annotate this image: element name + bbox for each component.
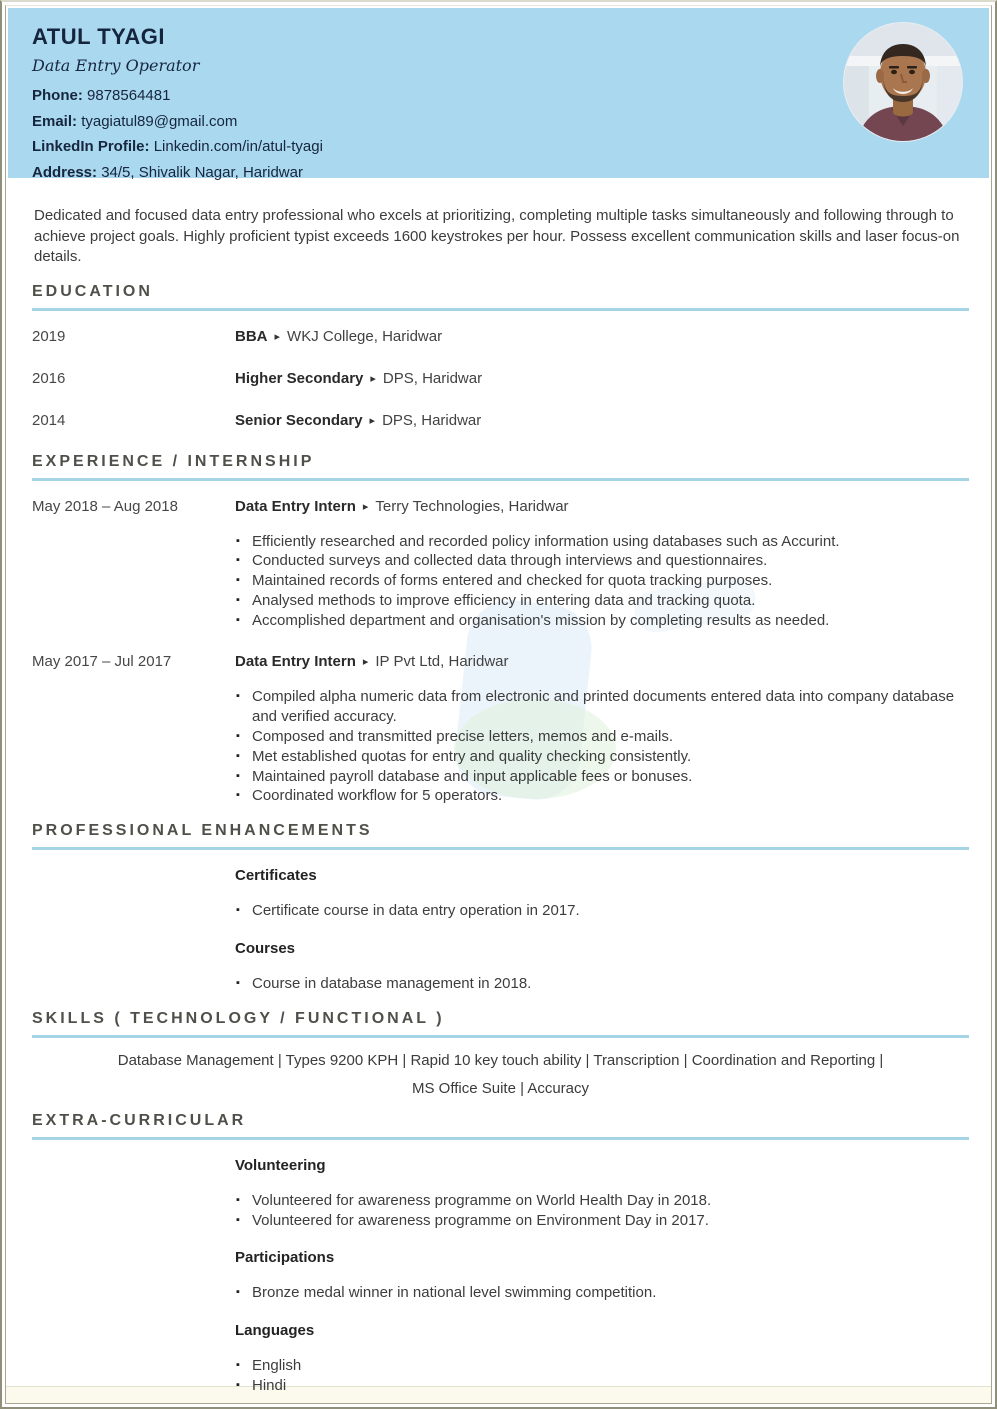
experience-job xyxy=(32,652,969,806)
section-underline xyxy=(32,1137,969,1140)
contact-phone-value: 9878564481 xyxy=(87,87,171,104)
candidate-name: ATUL TYAGI xyxy=(32,24,165,49)
education-school: DPS, Haridwar xyxy=(382,369,483,387)
summary-paragraph: Dedicated and focused data entry professional who excels at prioritizing, completing multiple tasks simultaneously and following through to achieve project goals. Highly proficient typist exceeds 1600 keystrokes per hour. Possess excellent communication skills and laser focus-on details. xyxy=(34,207,960,265)
section-underline xyxy=(32,478,969,481)
candidate-job-title: Data Entry Operator xyxy=(32,56,200,75)
education-row xyxy=(32,411,969,432)
education-entry xyxy=(235,327,442,348)
language-item: ▪ English xyxy=(235,1356,969,1376)
certificates-title: Certificates xyxy=(235,867,317,885)
education-row xyxy=(32,327,969,348)
languages-group xyxy=(235,1321,969,1396)
skills-line: Database Management | Types 9200 KPH | Rapid 10 key touch ability | Transcription | Coordination and Reporting | xyxy=(117,1051,884,1069)
languages-list xyxy=(235,1356,969,1396)
education-heading: EDUCATION xyxy=(32,282,153,300)
education-date: 2016 xyxy=(32,369,66,387)
certificates-group xyxy=(235,866,969,921)
job-bullet: ▪ Composed and transmitted precise letters, memos and e-mails. xyxy=(235,727,969,747)
section-skills xyxy=(32,1010,969,1104)
education-degree: Senior Secondary xyxy=(235,411,363,429)
experience-heading: EXPERIENCE / INTERNSHIP xyxy=(32,452,315,470)
participations-title: Participations xyxy=(235,1249,335,1267)
education-degree: Higher Secondary xyxy=(235,369,364,387)
section-underline xyxy=(32,308,969,311)
skills-line: MS Office Suite | Accuracy xyxy=(411,1080,590,1098)
languages-title: Languages xyxy=(235,1322,315,1340)
section-extra-curricular xyxy=(32,1112,969,1396)
arrow-separator-icon: ▸ xyxy=(362,500,369,513)
section-education xyxy=(32,283,969,432)
education-date: 2014 xyxy=(32,411,66,429)
education-row xyxy=(32,369,969,390)
contact-phone-label: Phone: xyxy=(32,87,83,104)
arrow-separator-icon: ▸ xyxy=(362,656,369,669)
resume-body xyxy=(6,206,991,1396)
education-school: WKJ College, Haridwar xyxy=(287,327,443,345)
contact-email-label: Email: xyxy=(32,112,78,130)
job-bullet: ▪ Maintained payroll database and input applicable fees or bonuses. xyxy=(235,767,969,787)
job-bullet: ▪ Compiled alpha numeric data from electronic and printed documents entered data into company database and verified accuracy. xyxy=(235,687,969,727)
volunteering-list xyxy=(235,1191,969,1231)
contact-linkedin-value: Linkedin.com/in/atul-tyagi xyxy=(153,138,323,155)
job-bullet: ▪ Analysed methods to improve efficiency in entering data and tracking quota. xyxy=(235,591,969,611)
skills-heading: SKILLS ( TECHNOLOGY / FUNCTIONAL ) xyxy=(32,1009,445,1027)
contact-address-value: 34/5, Shivalik Nagar, Haridwar xyxy=(101,163,303,181)
contact-address-label: Address: xyxy=(32,163,98,181)
language-item: ▪ Hindi xyxy=(235,1376,969,1396)
volunteering-item: ▪ Volunteered for awareness programme on Environment Day in 2017. xyxy=(235,1211,969,1231)
job-bullet-list xyxy=(235,532,969,631)
section-experience xyxy=(32,453,969,807)
section-underline xyxy=(32,1035,969,1038)
profile-photo xyxy=(843,22,963,142)
job-bullet-list xyxy=(235,687,969,806)
job-bullet: ▪ Maintained records of forms entered and checked for quota tracking purposes. xyxy=(235,571,969,591)
job-bullet: ▪ Efficiently researched and recorded policy information using databases such as Accurint. xyxy=(235,532,969,552)
contact-linkedin xyxy=(32,134,989,160)
education-entry xyxy=(235,411,481,432)
course-item: ▪ Course in database management in 2018. xyxy=(235,974,969,994)
job-title-line xyxy=(235,497,969,518)
section-professional-enhancements xyxy=(32,822,969,994)
participations-list xyxy=(235,1283,969,1303)
job-title: Data Entry Intern xyxy=(235,653,356,671)
volunteering-group xyxy=(235,1156,969,1231)
job-bullet: ▪ Conducted surveys and collected data through interviews and questionnaires. xyxy=(235,551,969,571)
courses-title: Courses xyxy=(235,940,296,958)
job-date-range: May 2017 – Jul 2017 xyxy=(32,653,172,671)
participations-group xyxy=(235,1248,969,1303)
contact-email xyxy=(32,109,989,135)
contact-email-value: tyagiatul89@gmail.com xyxy=(81,112,238,130)
volunteering-item: ▪ Volunteered for awareness programme on World Health Day in 2018. xyxy=(235,1191,969,1211)
job-title-line xyxy=(235,652,969,673)
education-school: DPS, Haridwar xyxy=(382,411,482,429)
job-company: IP Pvt Ltd, Haridwar xyxy=(375,653,509,671)
education-date: 2019 xyxy=(32,327,66,345)
arrow-separator-icon: ▸ xyxy=(369,414,376,427)
job-date-range: May 2018 – Aug 2018 xyxy=(32,497,178,515)
contact-address xyxy=(32,160,989,186)
contact-linkedin-label: LinkedIn Profile: xyxy=(32,138,150,155)
education-rows xyxy=(32,327,969,432)
page-frame xyxy=(5,5,992,1404)
certificate-item: ▪ Certificate course in data entry operation in 2017. xyxy=(235,901,969,921)
extra-curricular-heading: EXTRA-CURRICULAR xyxy=(32,1111,247,1129)
participation-item: ▪ Bronze medal winner in national level swimming competition. xyxy=(235,1283,969,1303)
section-underline xyxy=(32,847,969,850)
certificates-list xyxy=(235,901,969,921)
job-bullet: ▪ Met established quotas for entry and quality checking consistently. xyxy=(235,747,969,767)
arrow-separator-icon: ▸ xyxy=(274,330,281,343)
arrow-separator-icon: ▸ xyxy=(370,372,376,385)
courses-group xyxy=(235,939,969,994)
job-title: Data Entry Intern xyxy=(235,497,356,515)
resume-header xyxy=(8,8,989,181)
job-bullet: ▪ Coordinated workflow for 5 operators. xyxy=(235,786,969,806)
education-degree: BBA xyxy=(235,327,268,345)
professional-enhancements-heading: PROFESSIONAL ENHANCEMENTS xyxy=(32,822,373,840)
job-bullet: ▪ Accomplished department and organisation's mission by completing results as needed. xyxy=(235,611,969,631)
job-company: Terry Technologies, Haridwar xyxy=(375,497,569,515)
experience-job xyxy=(32,497,969,631)
volunteering-title: Volunteering xyxy=(235,1156,326,1174)
job-body xyxy=(235,497,969,631)
education-entry xyxy=(235,369,482,390)
job-body xyxy=(235,652,969,806)
courses-list xyxy=(235,974,969,994)
skills-list xyxy=(32,1047,969,1104)
